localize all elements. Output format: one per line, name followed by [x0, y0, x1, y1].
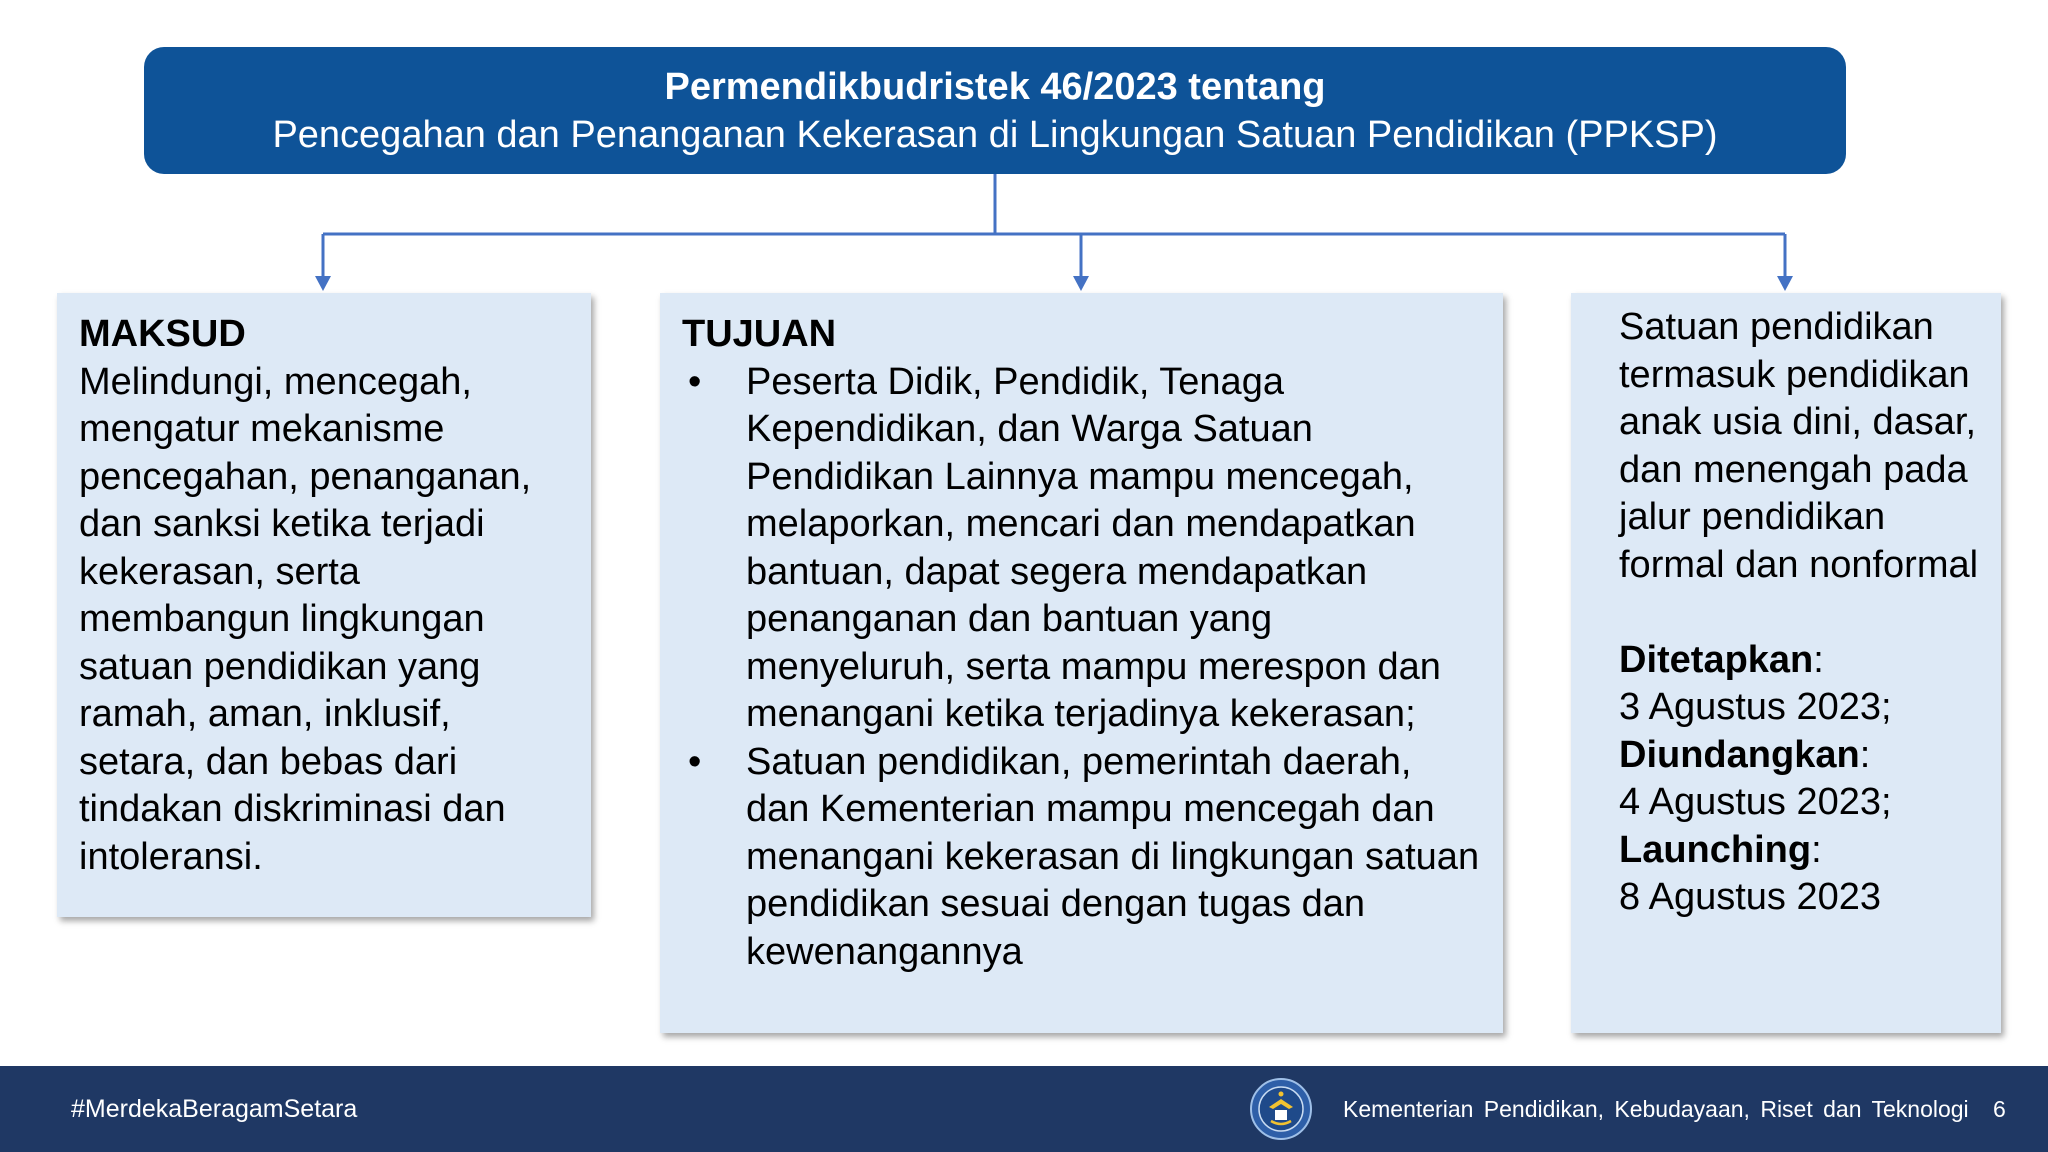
footer-bar	[0, 1066, 2048, 1152]
footer-hashtag: #MerdekaBeragamSetara	[71, 1095, 358, 1123]
tujuan-item	[682, 739, 1483, 977]
ditetapkan-date: 3 Agustus 2023;	[1619, 686, 1892, 728]
maksud-body: Melindungi, mencegah, mengatur mekanisme pencegahan, penanganan, dan sanksi ketika terjadi kekerasan, serta membangun lingkungan satuan pendidikan yang ramah, aman, inklusif, setara, dan bebas dari tindakan diskriminasi dan intoleransi.	[79, 360, 532, 878]
title-box	[144, 47, 1846, 174]
diundangkan-label: Diundangkan	[1619, 733, 1860, 776]
diundangkan-row	[1619, 732, 1991, 780]
tujuan-list	[682, 359, 1483, 977]
tujuan-item	[682, 359, 1483, 739]
colon: :	[1859, 733, 1871, 776]
arrowhead-maksud	[315, 276, 331, 291]
scope-card	[1571, 293, 2001, 1033]
arrowhead-scope	[1777, 276, 1793, 291]
ditetapkan-row	[1619, 637, 1991, 685]
launching-row	[1619, 827, 1991, 875]
bullet-icon: •	[688, 740, 702, 783]
tujuan-heading: TUJUAN	[682, 313, 837, 355]
launching-date: 8 Agustus 2023	[1619, 876, 1881, 918]
ditetapkan-label: Ditetapkan	[1619, 638, 1814, 681]
spacer	[1619, 589, 1991, 637]
colon: :	[1813, 638, 1824, 681]
arrowhead-tujuan	[1073, 276, 1089, 291]
tujuan-item-text: Peserta Didik, Pendidik, Tenaga Kependidikan, dan Warga Satuan Pendidikan Lainnya mampu mencegah, melaporkan, mencari dan mendapatkan bantuan, dapat segera mendapatkan penanganan dan bantuan yang menyeluruh, serta mampu merespon dan menangani ketika terjadinya kekerasan;	[746, 360, 1441, 735]
ministry-logo-icon	[1249, 1077, 1313, 1141]
diundangkan-date: 4 Agustus 2023;	[1619, 781, 1892, 823]
bullet-icon: •	[688, 360, 702, 403]
maksud-card	[57, 293, 591, 917]
scope-text: Satuan pendidikan termasuk pendidikan anak usia dini, dasar, dan menengah pada jalur pendidikan formal dan nonformal	[1619, 306, 1979, 586]
footer-ministry: Kementerian Pendidikan, Kebudayaan, Riset dan Teknologi	[1343, 1096, 1969, 1122]
tujuan-item-text: Satuan pendidikan, pemerintah daerah, dan Kementerian mampu mencegah dan menangani kekerasan di lingkungan satuan pendidikan sesuai dengan tugas dan kewenangannya	[746, 740, 1480, 973]
title-regulation: Permendikbudristek 46/2023 tentang	[664, 65, 1326, 108]
page-number: 6	[1993, 1096, 2006, 1122]
launching-label: Launching	[1619, 828, 1812, 871]
colon: :	[1811, 828, 1822, 871]
tujuan-card	[660, 293, 1503, 1033]
title-subject: Pencegahan dan Penanganan Kekerasan di Lingkungan Satuan Pendidikan (PPKSP)	[272, 113, 1718, 156]
maksud-heading: MAKSUD	[79, 313, 246, 355]
